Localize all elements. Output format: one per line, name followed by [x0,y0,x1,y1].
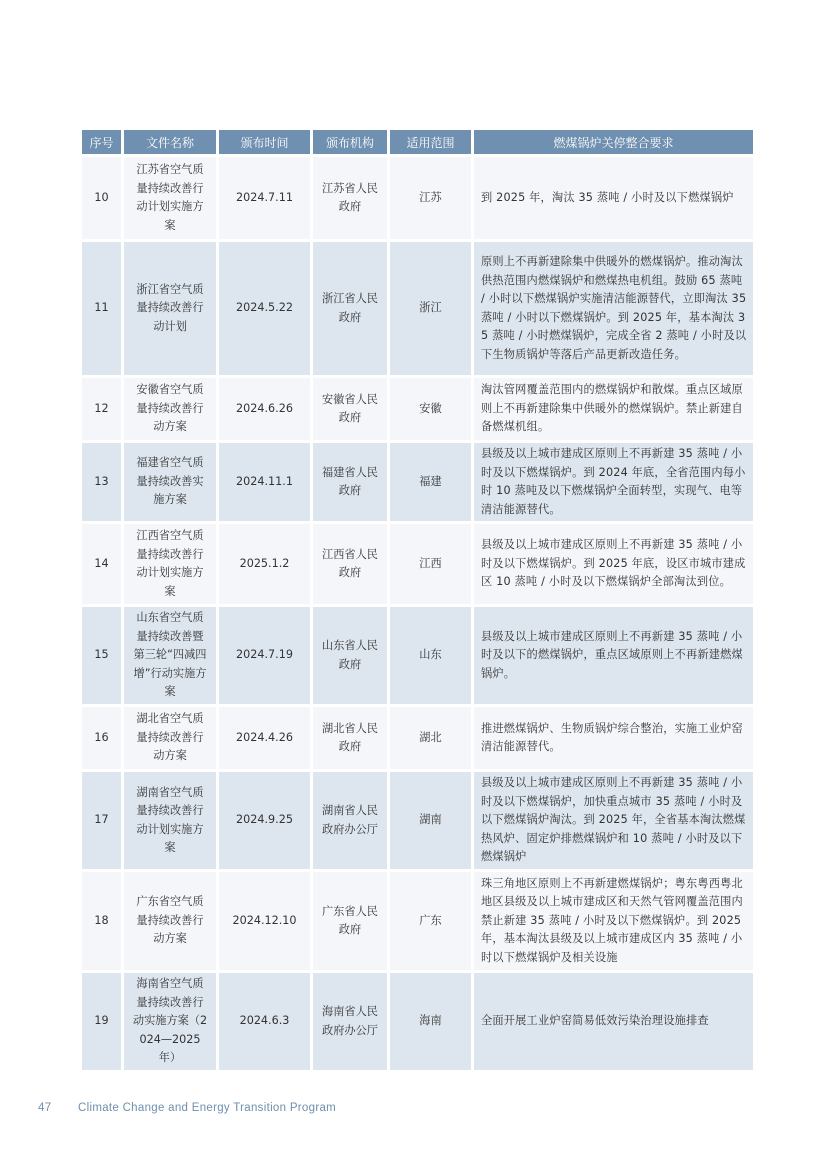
policy-table [79,127,756,1073]
table-row [82,378,753,440]
cell-no: 15 [82,607,121,704]
cell-requirement: 淘汰管网覆盖范围内的燃煤锅炉和散煤。重点区域原则上不再新建除集中供暖外的燃煤锅炉。禁止新建自备燃煤机组。 [474,378,753,440]
cell-doc-name: 湖北省空气质量持续改善行动方案 [124,707,216,769]
cell-no: 14 [82,524,121,604]
program-name: Climate Change and Energy Transition Program [78,1102,337,1114]
header-issuing-org: 颁布机构 [313,130,387,154]
cell-doc-name: 广东省空气质量持续改善行动方案 [124,872,216,970]
cell-org: 海南省人民政府办公厅 [313,973,387,1070]
cell-scope: 山东 [390,607,471,704]
table-row [82,772,753,869]
cell-date: 2024.6.3 [219,973,310,1070]
cell-no: 16 [82,707,121,769]
cell-requirement: 原则上不再新建除集中供暖外的燃煤锅炉。推动淘汰供热范围内燃煤锅炉和燃煤热电机组。鼓励 65 蒸吨 / 小时以下燃煤锅炉实施清洁能源替代，立即淘汰 35 蒸吨 / 小时以下燃煤锅炉。到 2025 年，基本淘汰 35 蒸吨 / 小时燃煤锅炉，完成全省 2 蒸吨 / 小时及以下生物质锅炉等落后产品更新改造任务。 [474,242,753,375]
cell-scope: 湖南 [390,772,471,869]
cell-scope: 广东 [390,872,471,970]
cell-org: 福建省人民政府 [313,443,387,521]
cell-org: 广东省人民政府 [313,872,387,970]
table-header-row [82,130,753,154]
cell-doc-name: 山东省空气质量持续改善暨第三轮“四减四增”行动实施方案 [124,607,216,704]
cell-no: 13 [82,443,121,521]
header-no: 序号 [82,130,121,154]
header-doc-name: 文件名称 [124,130,216,154]
cell-scope: 安徽 [390,378,471,440]
cell-requirement: 县级及以上城市建成区原则上不再新建 35 蒸吨 / 小时及以下燃煤锅炉。到 2025 年底，设区市城市建成区 10 蒸吨 / 小时及以下燃煤锅炉全部淘汰到位。 [474,524,753,604]
cell-date: 2024.4.26 [219,707,310,769]
cell-date: 2024.12.10 [219,872,310,970]
cell-org: 江苏省人民政府 [313,157,387,239]
table-row [82,607,753,704]
cell-requirement: 全面开展工业炉窑简易低效污染治理设施排查 [474,973,753,1070]
cell-doc-name: 浙江省空气质量持续改善行动计划 [124,242,216,375]
table-row [82,973,753,1070]
cell-no: 10 [82,157,121,239]
table-row [82,443,753,521]
cell-scope: 江西 [390,524,471,604]
cell-requirement: 县级及以上城市建成区原则上不再新建 35 蒸吨 / 小时及以下的燃煤锅炉，重点区域原则上不再新建燃煤锅炉。 [474,607,753,704]
header-issue-date: 颁布时间 [219,130,310,154]
cell-date: 2024.11.1 [219,443,310,521]
cell-scope: 湖北 [390,707,471,769]
cell-date: 2024.6.26 [219,378,310,440]
cell-no: 12 [82,378,121,440]
cell-no: 19 [82,973,121,1070]
table-row [82,707,753,769]
table-row [82,242,753,375]
cell-doc-name: 福建省空气质量持续改善实施方案 [124,443,216,521]
cell-date: 2024.9.25 [219,772,310,869]
table-row [82,524,753,604]
page-number: 47 [38,1102,52,1114]
cell-doc-name: 湖南省空气质量持续改善行动计划实施方案 [124,772,216,869]
cell-org: 湖南省人民政府办公厅 [313,772,387,869]
table-row [82,157,753,239]
cell-requirement: 县级及以上城市建成区原则上不再新建 35 蒸吨 / 小时及以下燃煤锅炉，加快重点城市 35 蒸吨 / 小时及以下燃煤锅炉淘汰。到 2025 年，全省基本淘汰燃煤热风炉、固定炉排燃煤锅炉和 10 蒸吨 / 小时及以下燃煤锅炉 [474,772,753,869]
cell-org: 湖北省人民政府 [313,707,387,769]
table-row [82,872,753,970]
cell-date: 2024.7.11 [219,157,310,239]
cell-org: 安徽省人民政府 [313,378,387,440]
cell-scope: 浙江 [390,242,471,375]
cell-org: 江西省人民政府 [313,524,387,604]
cell-date: 2025.1.2 [219,524,310,604]
cell-org: 浙江省人民政府 [313,242,387,375]
cell-scope: 海南 [390,973,471,1070]
cell-requirement: 县级及以上城市建成区原则上不再新建 35 蒸吨 / 小时及以下燃煤锅炉。到 2024 年底，全省范围内每小时 10 蒸吨及以下燃煤锅炉全面转型，实现气、电等清洁能源替代。 [474,443,753,521]
cell-scope: 江苏 [390,157,471,239]
cell-no: 17 [82,772,121,869]
cell-date: 2024.5.22 [219,242,310,375]
cell-doc-name: 海南省空气质量持续改善行动实施方案（2024—2025 年） [124,973,216,1070]
header-scope: 适用范围 [390,130,471,154]
cell-doc-name: 安徽省空气质量持续改善行动方案 [124,378,216,440]
cell-org: 山东省人民政府 [313,607,387,704]
header-requirement: 燃煤锅炉关停整合要求 [474,130,753,154]
cell-no: 18 [82,872,121,970]
cell-no: 11 [82,242,121,375]
cell-doc-name: 江西省空气质量持续改善行动计划实施方案 [124,524,216,604]
cell-scope: 福建 [390,443,471,521]
cell-requirement: 推进燃煤锅炉、生物质锅炉综合整治，实施工业炉窑清洁能源替代。 [474,707,753,769]
cell-doc-name: 江苏省空气质量持续改善行动计划实施方案 [124,157,216,239]
cell-date: 2024.7.19 [219,607,310,704]
page-footer [38,1102,336,1114]
cell-requirement: 珠三角地区原则上不再新建燃煤锅炉；粤东粤西粤北地区县级及以上城市建成区和天然气管网覆盖范围内禁止新建 35 蒸吨 / 小时及以下燃煤锅炉。到 2025 年，基本淘汰县级及以上城市建成区内 35 蒸吨 / 小时以下燃煤锅炉及相关设施 [474,872,753,970]
cell-requirement: 到 2025 年，淘汰 35 蒸吨 / 小时及以下燃煤锅炉 [474,157,753,239]
